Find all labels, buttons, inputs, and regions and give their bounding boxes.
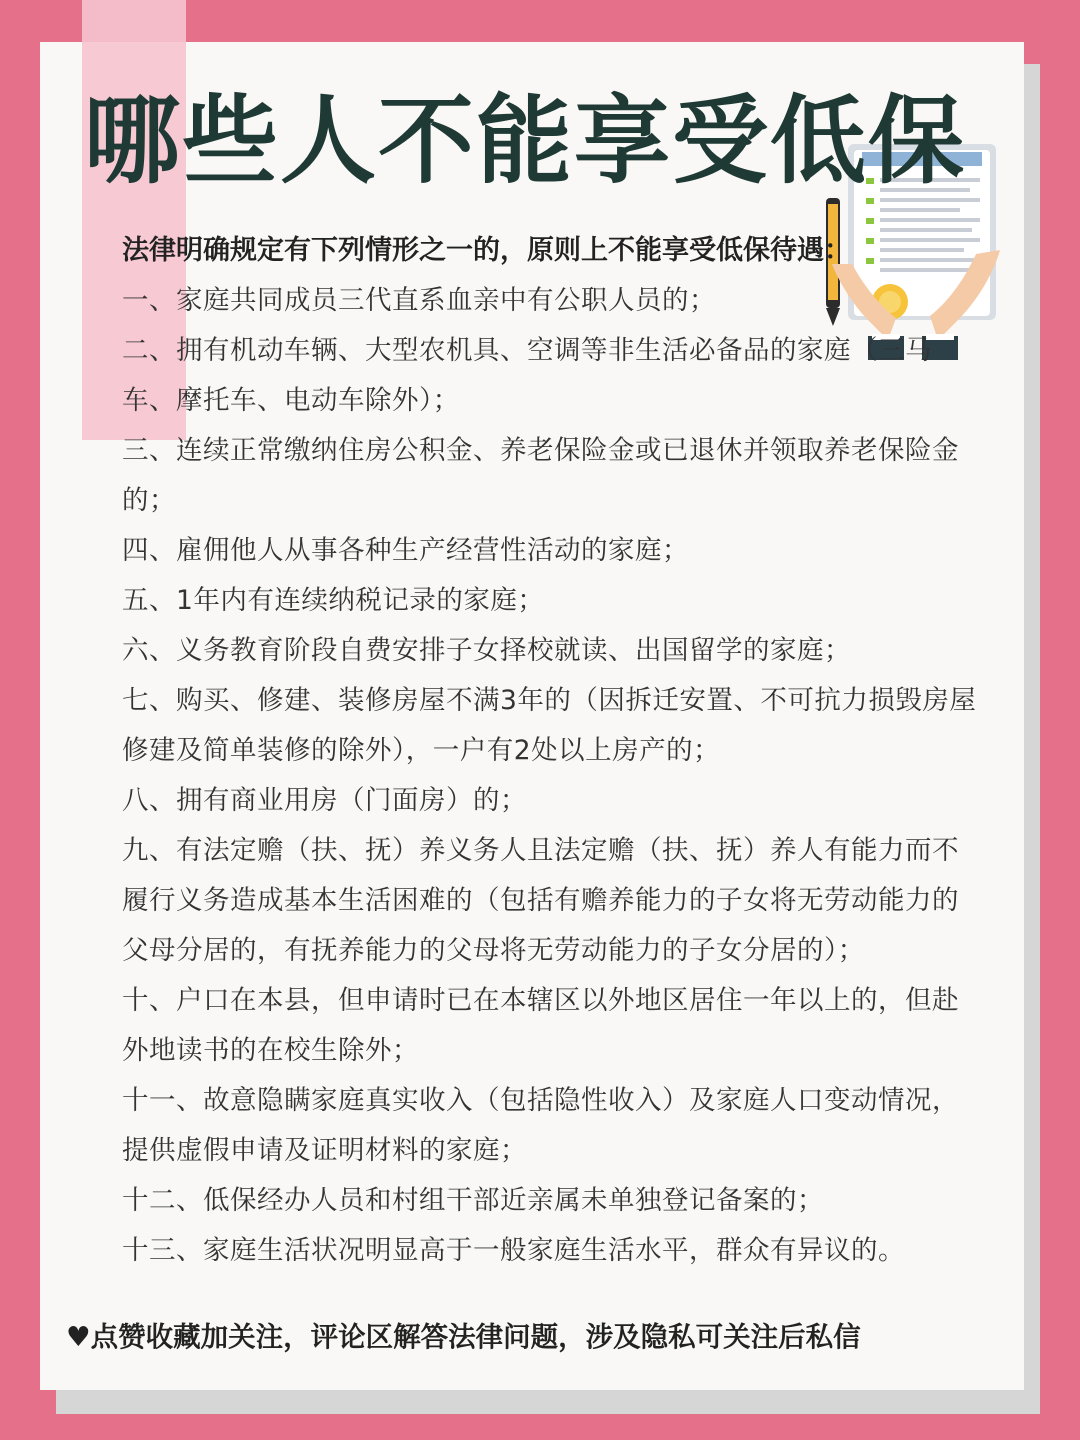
intro-text: 法律明确规定有下列情形之一的，原则上不能享受低保待遇：	[122, 235, 851, 266]
rule-item: 十一、故意隐瞒家庭真实收入（包括隐性收入）及家庭人口变动情况，提供虚假申请及证明材料的家庭；	[122, 1085, 959, 1166]
rule-item: 八、拥有商业用房（门面房）的；	[122, 785, 527, 816]
rule-item: 十二、低保经办人员和村组干部近亲属未单独登记备案的；	[122, 1185, 824, 1216]
footer-call-to-action: ♥点赞收藏加关注，评论区解答法律问题，涉及隐私可关注后私信	[66, 1321, 861, 1353]
rule-item: 三、连续正常缴纳住房公积金、养老保险金或已退休并领取养老保险金的；	[122, 435, 959, 516]
rule-item: 五、1年内有连续纳税记录的家庭；	[122, 585, 545, 616]
content-body	[122, 226, 984, 1276]
rule-item: 七、购买、修建、装修房屋不满3年的（因拆迁安置、不可抗力损毁房屋修建及简单装修的除外），一户有2处以上房产的；	[122, 685, 977, 766]
rule-item: 十三、家庭生活状况明显高于一般家庭生活水平，群众有异议的。	[122, 1235, 905, 1266]
rule-item: 六、义务教育阶段自费安排子女择校就读、出国留学的家庭；	[122, 635, 851, 666]
rule-item: 十、户口在本县，但申请时已在本辖区以外地区居住一年以上的，但赴外地读书的在校生除外；	[122, 985, 959, 1066]
rule-item: 二、拥有机动车辆、大型农机具、空调等非生活必备品的家庭（三马车、摩托车、电动车除外）；	[122, 335, 932, 416]
rule-item: 一、家庭共同成员三代直系血亲中有公职人员的；	[122, 285, 716, 316]
rules-list	[122, 276, 984, 1276]
rule-item: 四、雇佣他人从事各种生产经营性活动的家庭；	[122, 535, 689, 566]
rule-item: 九、有法定赡（扶、抚）养义务人且法定赡（扶、抚）养人有能力而不履行义务造成基本生活困难的（包括有赡养能力的子女将无劳动能力的父母分居的，有抚养能力的父母将无劳动能力的子女分居的）；	[122, 835, 959, 966]
page-title: 哪些人不能享受低保	[84, 85, 966, 197]
